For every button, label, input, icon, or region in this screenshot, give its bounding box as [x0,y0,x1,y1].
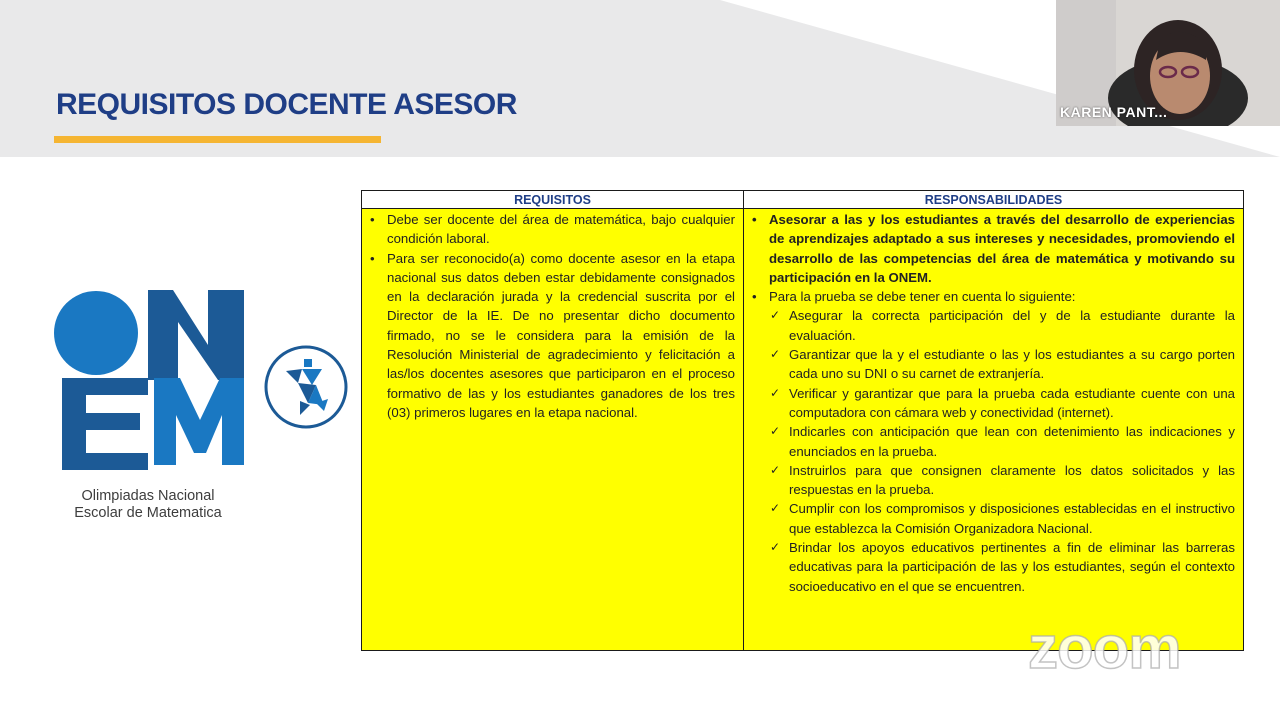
requirements-table [361,190,1244,651]
header-responsabilidades: RESPONSABILIDADES [744,191,1244,209]
logo-subtitle-line1: Olimpiadas Nacional [81,488,215,504]
responsabilidades-cell [744,209,1244,651]
requisito-item: • Para ser reconocido(a) como docente asesor en la etapa nacional sus datos deben estar debidamente consignados en la declaración jurada y la credencial suscrita por el Director de la IE. De no presentar dicho documento firmado, no se le considera para la emisión de la Resolución Ministerial de agradecimiento y felicitación a las/los docentes asesores que participaron en el proceso formativo de las y los estudiantes ganadores de los tres (03) primeros lugares en la etapa nacional. [368,249,735,423]
check-item: ✓ Asegurar la correcta participación del y de la estudiante durante la evaluación. [770,306,1235,345]
check-item: ✓ Garantizar que la y el estudiante o las y los estudiantes a su cargo porten cada uno su DNI o su carnet de extranjería. [770,345,1235,384]
title-accent-bar [54,136,381,143]
header-requisitos: REQUISITOS [362,191,744,209]
check-item: ✓ Verificar y garantizar que para la prueba cada estudiante cuente con una computadora con cámara web y conectividad (internet). [770,384,1235,423]
responsabilidad-intro: • Para la prueba se debe tener en cuenta lo siguiente: [750,287,1235,306]
requisito-item: • Debe ser docente del área de matemática, bajo cualquier condición laboral. [368,210,735,249]
participant-name: KAREN PANT... [1060,104,1168,120]
requisitos-cell [362,209,744,651]
participant-video-tile[interactable] [1056,0,1280,126]
check-item: ✓ Instruirlos para que consignen claramente los datos solicitados y las respuestas en la prueba. [770,461,1235,500]
onem-logo [48,290,248,470]
tangram-emblem-icon [264,345,348,429]
logo-subtitle-line2: Escolar de Matematica [74,505,222,521]
responsabilidad-main: • Asesorar a las y los estudiantes a través del desarrollo de experiencias de aprendizajes adaptado a sus intereses y necesidades, promoviendo el desarrollo de las competencias del área de matemática y motivando su participación en la ONEM. [750,210,1235,287]
check-item: ✓ Indicarles con anticipación que lean con detenimiento las indicaciones y enunciados en la prueba. [770,422,1235,461]
zoom-watermark: zoom [1028,614,1181,681]
check-item: ✓ Cumplir con los compromisos y disposiciones establecidas en el instructivo que establezca la Comisión Organizadora Nacional. [770,499,1235,538]
slide-title: REQUISITOS DOCENTE ASESOR [56,88,517,121]
check-item: ✓ Brindar los apoyos educativos pertinentes a fin de eliminar las barreras educativas para la participación de las y los estudiantes, según el contexto socioeducativo en el que se encuentren. [770,538,1235,596]
